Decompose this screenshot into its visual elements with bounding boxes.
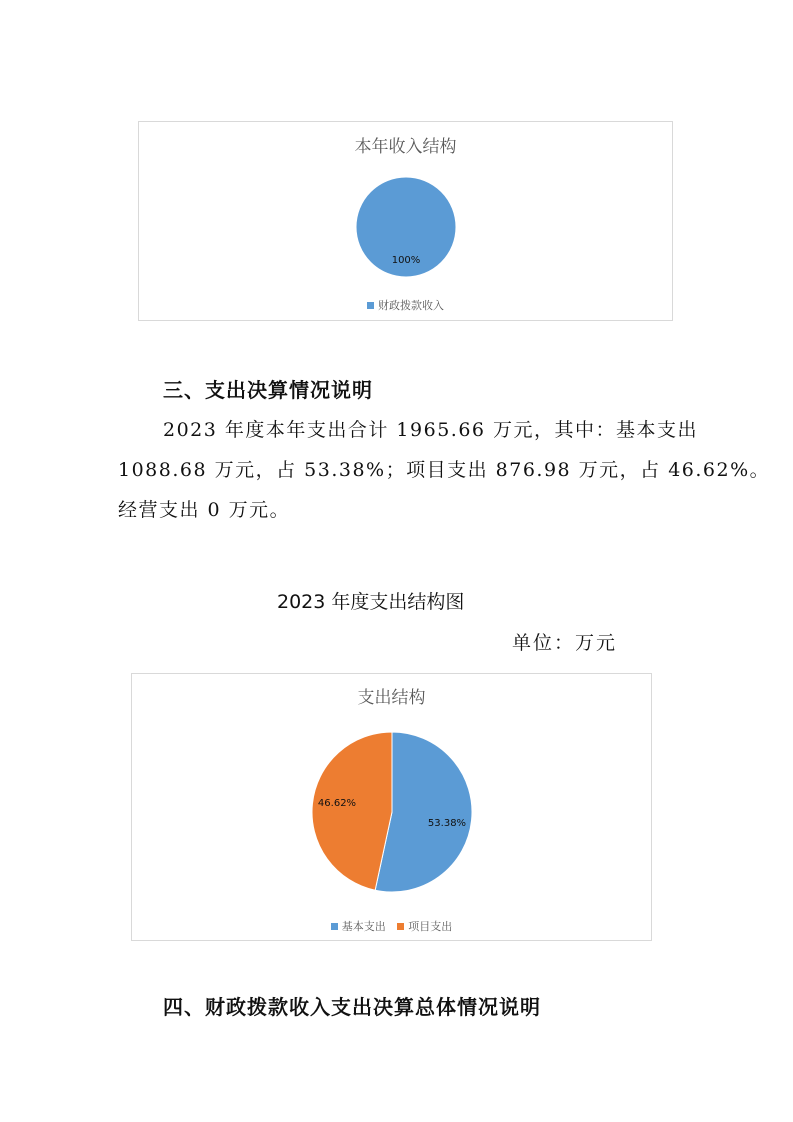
paragraph-line-1: 2023 年度本年支出合计 1965.66 万元，其中：基本支出 <box>163 419 699 441</box>
paragraph-line-3: 经营支出 0 万元。 <box>118 499 291 521</box>
legend-swatch-blue <box>331 923 338 930</box>
income-chart <box>138 121 673 321</box>
expense-chart <box>131 673 652 941</box>
expense-chart-legend <box>132 918 651 934</box>
section-3-heading: 三、支出决算情况说明 <box>163 378 373 402</box>
pie-data-label-0: 53.38% <box>427 818 467 829</box>
income-chart-legend <box>139 297 672 313</box>
legend-item-project-expense <box>397 918 452 934</box>
expense-chart-title: 支出结构 <box>357 688 426 708</box>
legend-item-financial-appropriation <box>367 297 444 313</box>
section-4-heading: 四、财政拨款收入支出决算总体情况说明 <box>163 995 541 1019</box>
income-chart-title: 本年收入结构 <box>354 137 457 157</box>
section-3-paragraph <box>118 410 770 530</box>
expense-pie <box>310 732 474 892</box>
legend-label: 财政拨款收入 <box>378 299 444 312</box>
pie-data-label-1: 46.62% <box>317 798 357 809</box>
paragraph-line-2: 1088.68 万元，占 53.38%；项目支出 876.98 万元，占 46.62%。 <box>118 459 771 481</box>
legend-label: 基本支出 <box>341 920 386 933</box>
expense-figure-title: 2023 年度支出结构图 <box>277 591 465 613</box>
expense-figure-unit: 单位：万元 <box>512 632 618 654</box>
legend-label: 项目支出 <box>408 920 453 933</box>
pie-data-label-0: 100% <box>391 255 421 266</box>
legend-swatch-blue <box>367 302 374 309</box>
pie-slice-1 <box>312 732 392 890</box>
legend-swatch-orange <box>397 923 404 930</box>
legend-item-basic-expense <box>331 918 386 934</box>
income-pie <box>356 177 456 277</box>
